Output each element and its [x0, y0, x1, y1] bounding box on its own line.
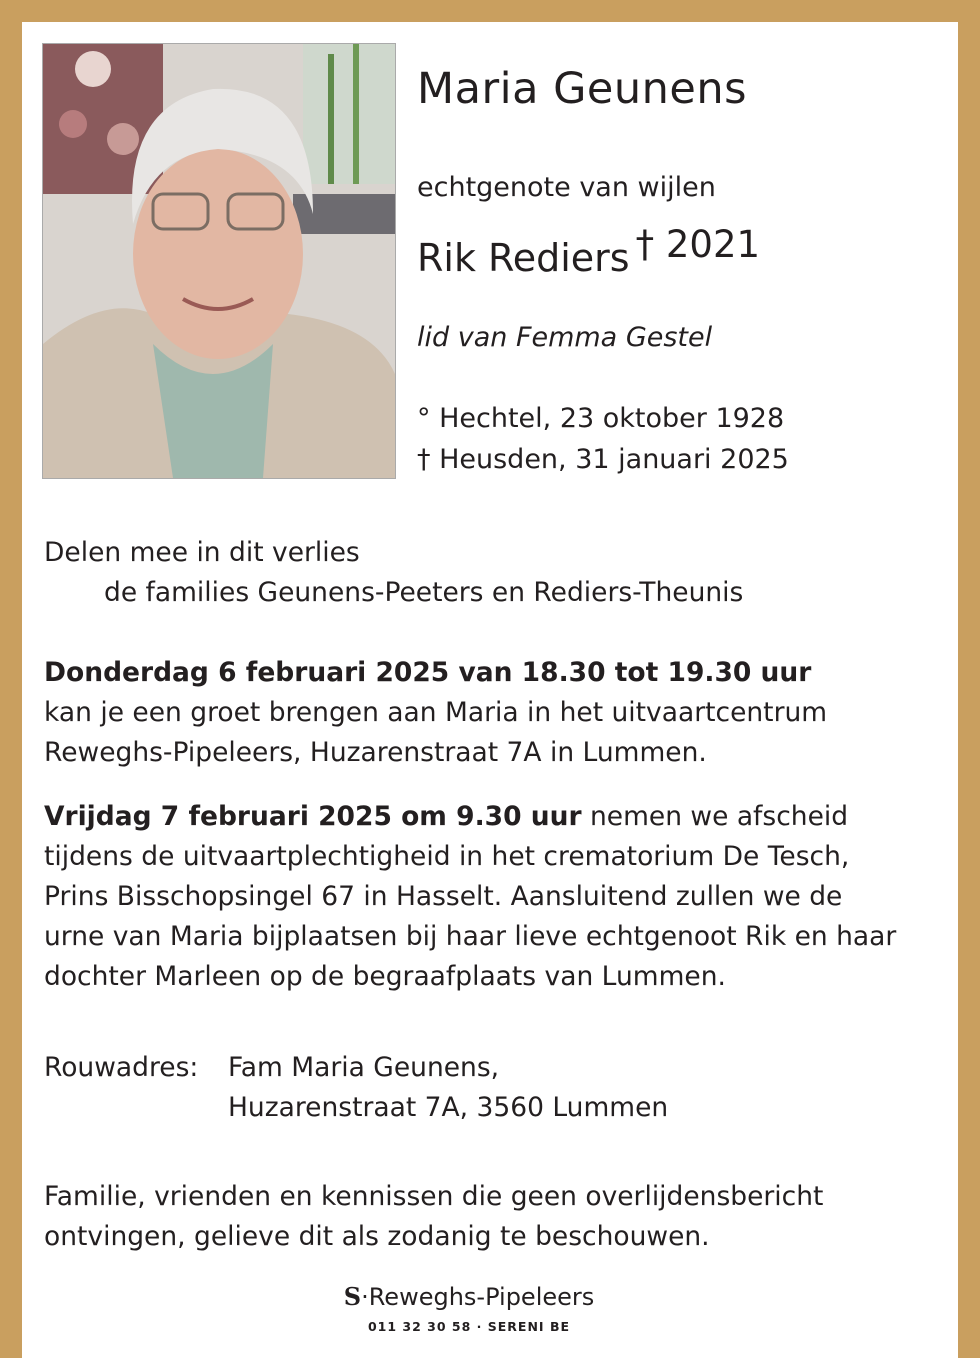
- funeral-home-contact: 011 32 30 58 · SERENI BE: [367, 1319, 571, 1334]
- visitation-line-1: kan je een groet brengen aan Maria in het uitvaartcentrum: [44, 697, 828, 728]
- visitation-heading: Donderdag 6 februari 2025 van 18.30 tot 19.30 uur: [44, 657, 812, 688]
- death-info: † Heusden, 31 januari 2025: [417, 444, 789, 475]
- funeral-line-1-rest: nemen we afscheid: [581, 801, 849, 832]
- funeral-line-2: tijdens de uitvaartplechtigheid in het crematorium De Tesch,: [44, 841, 850, 872]
- spouse-prefix: echtgenote van wijlen: [417, 172, 716, 203]
- portrait-photo: [42, 43, 396, 479]
- address-line-2: Huzarenstraat 7A, 3560 Lummen: [228, 1092, 669, 1123]
- funeral-home-brand: [314, 1282, 624, 1311]
- address-label: Rouwadres:: [44, 1052, 199, 1083]
- sereni-logo-mark: S: [343, 1282, 362, 1311]
- portrait-illustration: [43, 44, 395, 478]
- funeral-line-5: dochter Marleen op de begraafplaats van Lummen.: [44, 961, 726, 992]
- membership: lid van Femma Gestel: [417, 322, 713, 353]
- visitation-line-2: Reweghs-Pipeleers, Huzarenstraat 7A in Lummen.: [44, 737, 707, 768]
- funeral-heading: Vrijdag 7 februari 2025 om 9.30 uur: [44, 801, 582, 832]
- spouse-death-year: † 2021: [635, 223, 761, 266]
- funeral-line-1: [44, 801, 848, 832]
- obituary-card: [22, 22, 958, 1358]
- spouse-name: Rik Rediers: [417, 236, 630, 280]
- sharing-line-1: Delen mee in dit verlies: [44, 537, 360, 568]
- funeral-home-name: ·Reweghs-Pipeleers: [361, 1283, 595, 1311]
- closing-line-2: ontvingen, gelieve dit als zodanig te beschouwen.: [44, 1221, 710, 1252]
- birth-info: ° Hechtel, 23 oktober 1928: [417, 403, 785, 434]
- closing-line-1: Familie, vrienden en kennissen die geen overlijdensbericht: [44, 1181, 824, 1212]
- spouse-line: [417, 223, 761, 280]
- funeral-line-3: Prins Bisschopsingel 67 in Hasselt. Aansluitend zullen we de: [44, 881, 843, 912]
- deceased-name: Maria Geunens: [417, 64, 747, 114]
- sharing-families: de families Geunens-Peeters en Rediers-Theunis: [104, 577, 744, 608]
- funeral-line-4: urne van Maria bijplaatsen bij haar lieve echtgenoot Rik en haar: [44, 921, 897, 952]
- funeral-home-footer: [314, 1270, 624, 1336]
- address-line-1: Fam Maria Geunens,: [228, 1052, 500, 1083]
